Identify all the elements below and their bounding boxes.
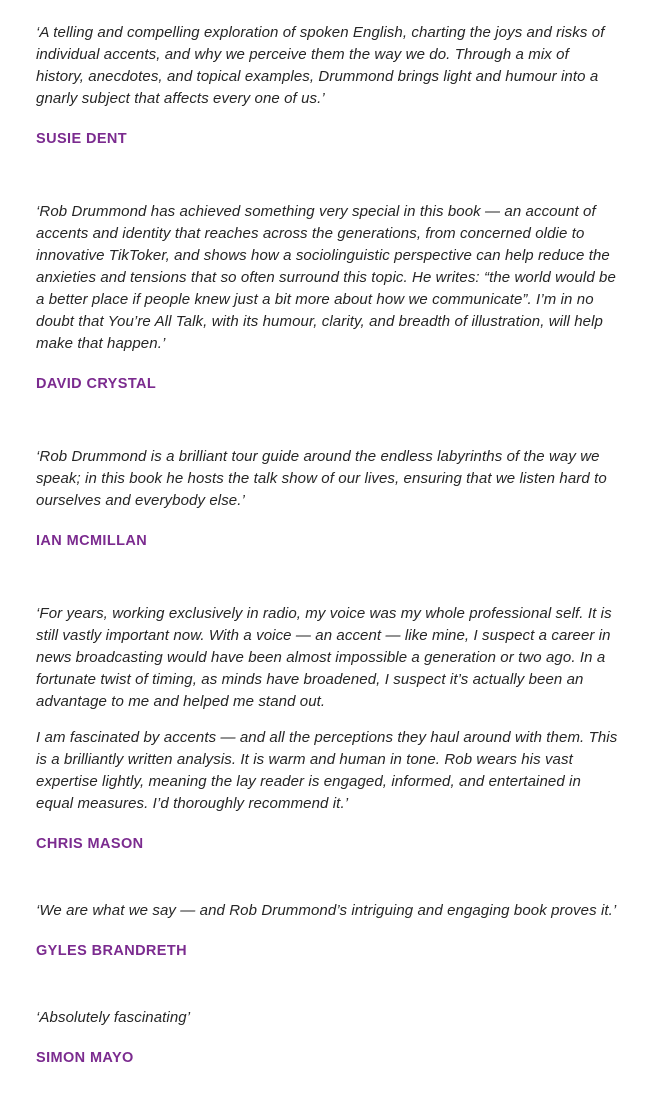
quote-block-simon-mayo (36, 1007, 620, 1068)
quote-block-chris-mason (36, 603, 620, 854)
quote-attribution: GYLES BRANDRETH (36, 943, 188, 959)
quote-attribution: SUSIE DENT (36, 131, 128, 147)
quote-attribution: IAN MCMILLAN (36, 533, 148, 549)
quote-attribution: DAVID CRYSTAL (36, 376, 157, 392)
quote-text: I am fascinated by accents — and all the perceptions they haul around with them. This is a brilliantly written analysis. It is warm and human in tone. Rob wears his vast expertise lightly, meaning the lay reader is engaged, informed, and entertained in equal measures. I’d thoroughly recommend it.’ (36, 729, 618, 812)
quote-block-ian-mcmillan (36, 446, 620, 551)
quote-text: ‘Rob Drummond has achieved something very special in this book — an account of accents and identity that reaches across the generations, from concerned oldie to innovative TikToker, and shows how a sociolinguistic perspective can help reduce the anxieties and tensions that so often surround this topic. He writes: “the world would be a better place if people knew just a bit more about how we communicate”. I’m in no doubt that You’re All Talk, with its humour, clarity, and breadth of illustration, will help make that happen.’ (36, 203, 616, 352)
quote-attribution: SIMON MAYO (36, 1050, 134, 1066)
quote-block-susie-dent (36, 22, 620, 149)
quote-text: ‘Absolutely fascinating’ (36, 1009, 191, 1026)
quote-block-gyles-brandreth (36, 900, 620, 961)
quote-block-david-crystal (36, 201, 620, 394)
quote-attribution: CHRIS MASON (36, 836, 144, 852)
quote-text: ‘A telling and compelling exploration of spoken English, charting the joys and risks of individual accents, and why we perceive them the way we do. Through a mix of history, anecdotes, and topical examples, Drummond brings light and humour into a gnarly subject that affects every one of us.’ (36, 24, 605, 107)
quote-text: ‘Rob Drummond is a brilliant tour guide around the endless labyrinths of the way we speak; in this book he hosts the talk show of our lives, ensuring that we listen hard to ourselves and everybody else.’ (36, 448, 607, 509)
quote-text: ‘For years, working exclusively in radio, my voice was my whole professional self. It is still vastly important now. With a voice — an accent — like mine, I suspect a career in news broadcasting would have been almost impossible a generation or two ago. In a fortunate twist of timing, as minds have broadened, I suspect it’s actually been an advantage to me and helped me stand out. (36, 605, 612, 710)
quote-text: ‘We are what we say — and Rob Drummond’s intriguing and engaging book proves it.’ (36, 902, 617, 919)
